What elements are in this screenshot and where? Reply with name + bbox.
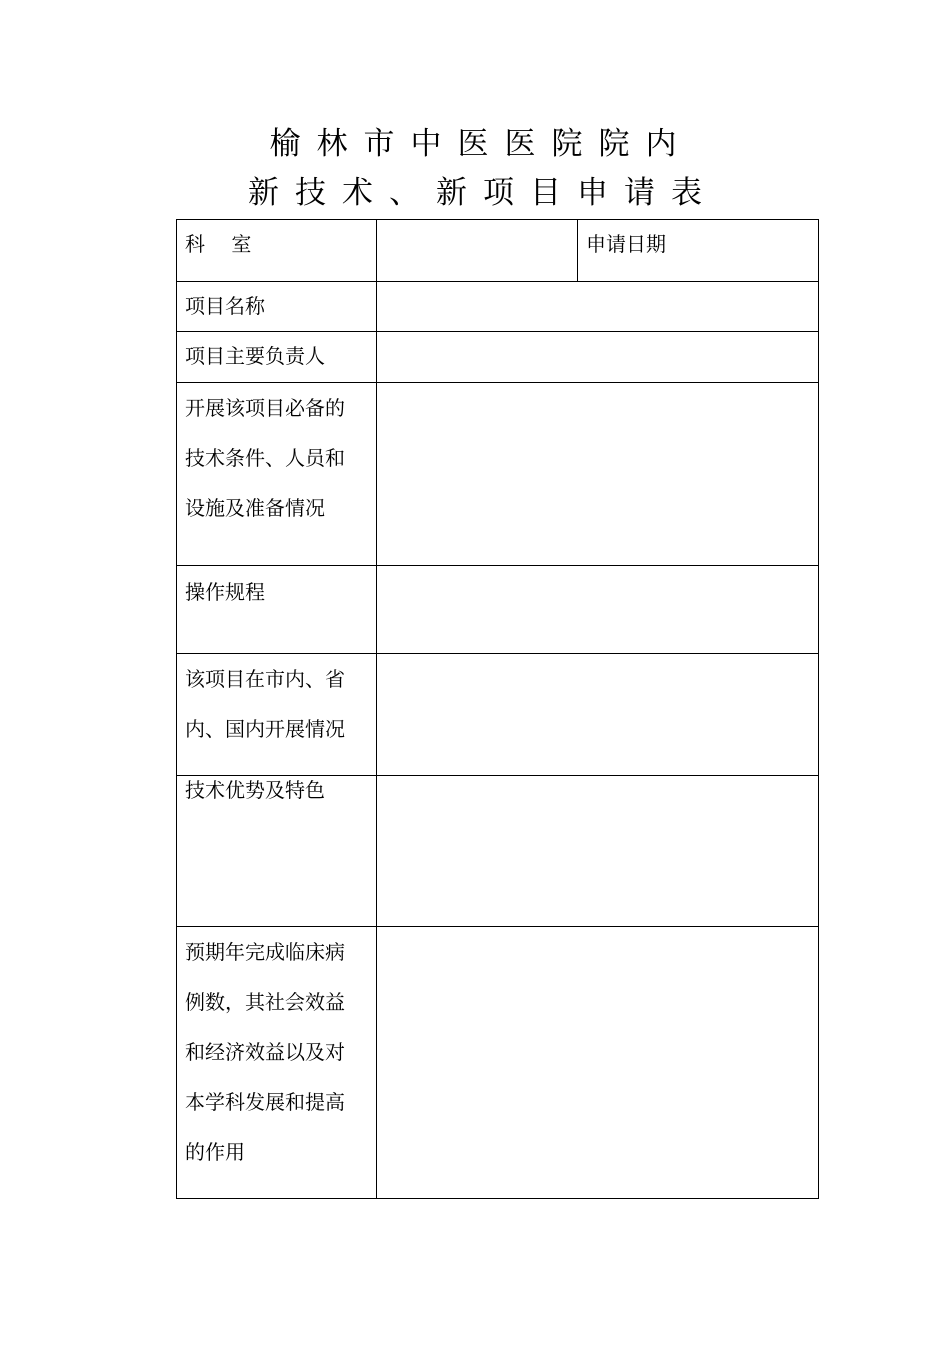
title-char: 目 xyxy=(530,175,561,211)
title-char: 林 xyxy=(316,126,348,162)
row-project-name xyxy=(177,282,819,332)
row-procedures xyxy=(177,566,819,654)
title-char: 请 xyxy=(624,175,655,211)
project-leader-label: 项目主要负责人 xyxy=(185,344,325,368)
label-line: 设施及准备情况 xyxy=(185,496,325,520)
label-line: 开展该项目必备的 xyxy=(185,396,345,420)
row-project-leader xyxy=(177,332,819,383)
title-char: 、 xyxy=(389,175,420,211)
label-line: 的作用 xyxy=(185,1140,245,1164)
row-conditions xyxy=(177,383,819,566)
procedures-value-cell[interactable] xyxy=(377,566,819,654)
title-char: 中 xyxy=(410,126,442,162)
label-line: 内、国内开展情况 xyxy=(185,717,345,741)
title-char: 内 xyxy=(645,126,677,162)
advantages-label-cell xyxy=(177,776,377,927)
benefits-value-cell[interactable] xyxy=(377,927,819,1199)
label-line: 技术条件、人员和 xyxy=(185,446,345,470)
procedures-label-cell xyxy=(177,566,377,654)
title-char: 市 xyxy=(363,126,395,162)
label-line: 和经济效益以及对 xyxy=(185,1040,345,1064)
date-label-cell[interactable] xyxy=(578,220,819,282)
conditions-label xyxy=(177,383,376,533)
department-label-cell xyxy=(177,220,377,282)
label-line: 预期年完成临床病 xyxy=(185,940,345,964)
form-title-line-2 xyxy=(0,173,950,213)
row-advantages xyxy=(177,776,819,927)
project-leader-value-cell[interactable] xyxy=(377,332,819,383)
procedures-label: 操作规程 xyxy=(185,580,265,604)
advantages-value-cell[interactable] xyxy=(377,776,819,927)
title-char: 院 xyxy=(598,126,630,162)
title-char: 表 xyxy=(671,175,702,211)
status-value-cell[interactable] xyxy=(377,654,819,776)
row-benefits xyxy=(177,927,819,1199)
benefits-label-cell xyxy=(177,927,377,1199)
application-form-table xyxy=(176,219,819,1199)
department-value-cell[interactable] xyxy=(377,220,578,282)
title-char: 申 xyxy=(577,175,608,211)
form-title-line-1 xyxy=(0,124,948,164)
title-char: 技 xyxy=(295,175,326,211)
title-char: 新 xyxy=(436,175,467,211)
label-line: 本学科发展和提高 xyxy=(185,1090,345,1114)
status-label xyxy=(177,654,376,754)
row-status xyxy=(177,654,819,776)
project-leader-label-cell xyxy=(177,332,377,383)
title-char: 院 xyxy=(551,126,583,162)
conditions-value-cell[interactable] xyxy=(377,383,819,566)
project-name-label-cell xyxy=(177,282,377,332)
department-label: 科 室 xyxy=(185,232,252,256)
application-date-label: 申请日期 xyxy=(586,232,666,256)
title-char: 项 xyxy=(483,175,514,211)
title-char: 榆 xyxy=(269,126,301,162)
advantages-label: 技术优势及特色 xyxy=(185,778,325,802)
title-char: 医 xyxy=(457,126,489,162)
label-line: 该项目在市内、省 xyxy=(185,667,345,691)
title-char: 新 xyxy=(248,175,279,211)
project-name-label: 项目名称 xyxy=(185,294,265,318)
title-char: 术 xyxy=(342,175,373,211)
benefits-label xyxy=(177,927,376,1177)
row-department xyxy=(177,220,819,282)
conditions-label-cell xyxy=(177,383,377,566)
status-label-cell xyxy=(177,654,377,776)
project-name-value-cell[interactable] xyxy=(377,282,819,332)
label-line: 例数，其社会效益 xyxy=(185,990,345,1014)
title-char: 医 xyxy=(504,126,536,162)
